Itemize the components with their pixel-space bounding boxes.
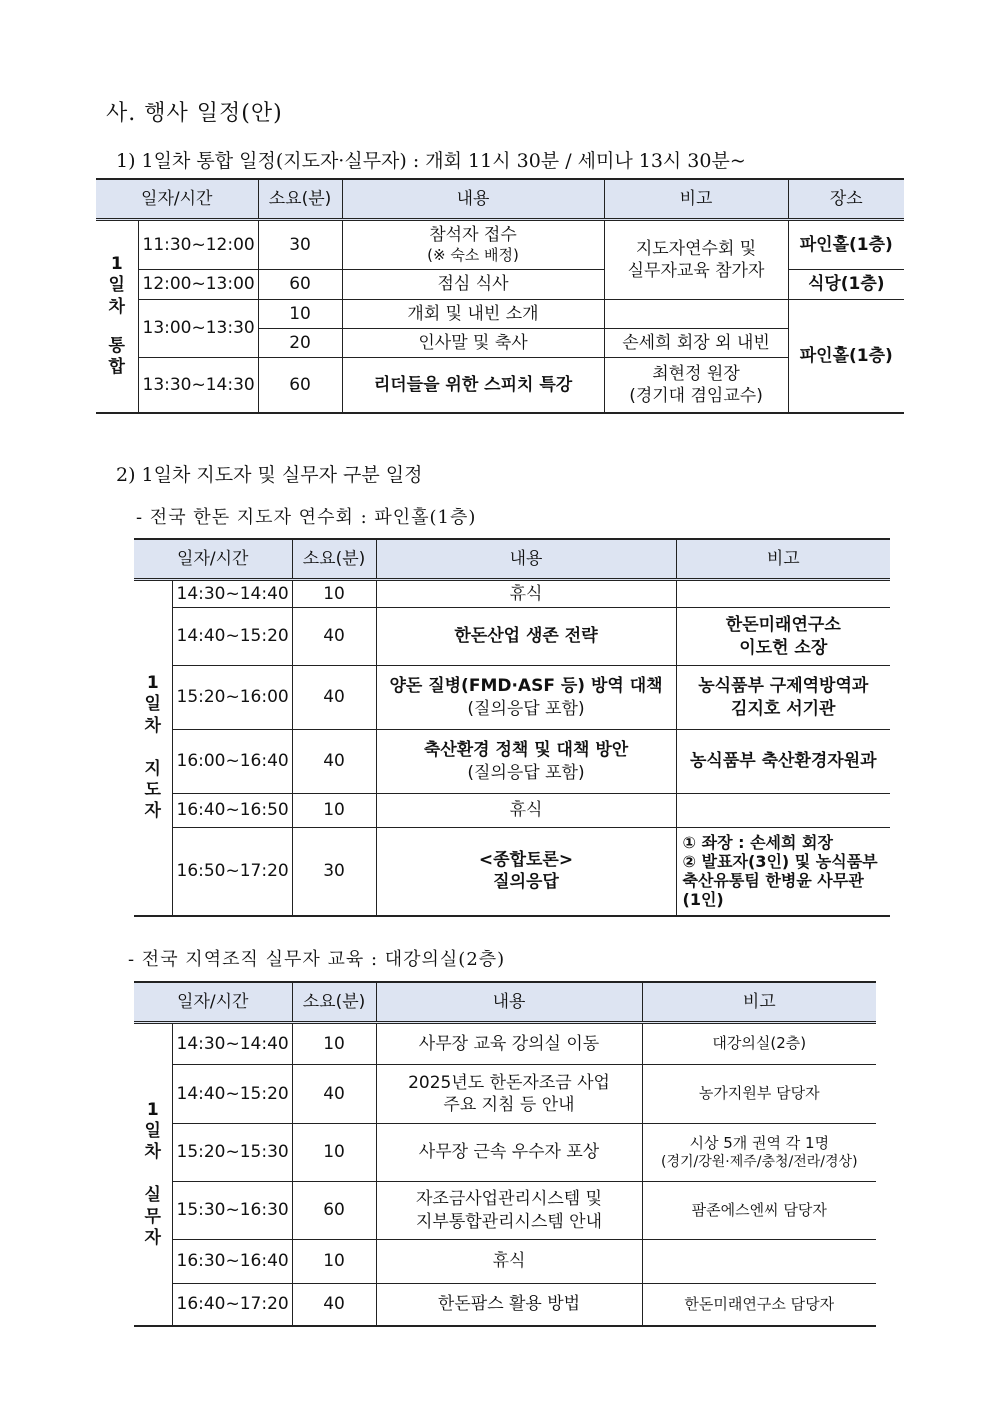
place-cell: 파인홀(1층) [788,220,904,270]
note-cell: ① 좌장 : 손세희 회장 ② 발표자(3인) 및 농식품부 축산유통팀 한병윤 사무관 (1인) [676,828,890,916]
content-cell: 개회 및 내빈 소개 [342,300,604,329]
header-content: 내용 [376,982,642,1023]
time-cell: 14:30~14:40 [172,580,292,608]
duration-cell: 10 [292,1124,376,1182]
header-date-time: 일자/시간 [134,539,292,580]
section-heading: 사. 행사 일정(안) [106,101,283,126]
note-cell: 최현정 원장 (경기대 겸임교수) [604,358,788,413]
note-cell: 팜존에스엔씨 담당자 [642,1182,876,1240]
section2-title: 2) 1일차 지도자 및 실무자 구분 일정 [116,464,423,486]
duration-cell: 40 [292,730,376,794]
table-row [134,1182,876,1240]
time-cell: 16:40~17:20 [172,1284,292,1326]
section3-subtitle: - 전국 지역조직 실무자 교육 : 대강의실(2층) [128,949,506,970]
table-row [134,730,890,794]
content-cell: 자조금사업관리시스템 및 지부통합관리시스템 안내 [376,1182,642,1240]
table-row [134,1023,876,1065]
section1-title: 1) 1일차 통합 일정(지도자·실무자) : 개회 11시 30분 / 세미나 13시 30분~ [116,150,746,172]
place-cell: 파인홀(1층) [788,300,904,413]
note-cell: 손세희 회장 외 내빈 [604,329,788,358]
note-cell: 한돈미래연구소 이도헌 소장 [676,608,890,666]
time-cell: 14:40~15:20 [172,608,292,666]
note-cell: 대강의실(2층) [642,1023,876,1065]
time-cell: 15:20~16:00 [172,666,292,730]
header-note: 비고 [604,179,788,220]
table-row [96,220,904,270]
header-date-time: 일자/시간 [96,179,258,220]
duration-cell: 30 [292,828,376,916]
integrated-schedule-table [96,178,904,414]
note-cell: 농식품부 축산환경자원과 [676,730,890,794]
day-label: 1 일 차 통 합 [96,220,138,413]
content-cell: 사무장 근속 우수자 포상 [376,1124,642,1182]
duration-cell: 40 [292,1065,376,1124]
content-cell: 휴식 [376,794,676,828]
time-cell: 16:00~16:40 [172,730,292,794]
content-cell: 리더들을 위한 스피치 특강 [342,358,604,413]
time-cell: 12:00~13:00 [138,270,258,300]
table-row [96,358,904,413]
duration-cell: 60 [258,270,342,300]
table-row [134,580,890,608]
note-cell: 한돈미래연구소 담당자 [642,1284,876,1326]
header-note: 비고 [642,982,876,1023]
time-cell: 16:40~16:50 [172,794,292,828]
duration-cell: 30 [258,220,342,270]
table-row [96,300,904,329]
time-cell: 15:20~15:30 [172,1124,292,1182]
time-cell: 15:30~16:30 [172,1182,292,1240]
duration-cell: 10 [292,794,376,828]
content-cell: 양돈 질병(FMD·ASF 등) 방역 대책 (질의응답 포함) [376,666,676,730]
time-cell: 13:30~14:30 [138,358,258,413]
table-row [134,828,890,916]
content-cell: 사무장 교육 강의실 이동 [376,1023,642,1065]
content-cell: <종합토론> 질의응답 [376,828,676,916]
section2-subtitle: - 전국 한돈 지도자 연수회 : 파인홀(1층) [136,507,477,528]
header-duration: 소요(분) [292,982,376,1023]
header-duration: 소요(분) [292,539,376,580]
header-place: 장소 [788,179,904,220]
header-content: 내용 [376,539,676,580]
content-cell: 참석자 접수 (※ 숙소 배정) [342,220,604,270]
note-cell: 시상 5개 권역 각 1명 (경기/강원·제주/충청/전라/경상) [642,1124,876,1182]
time-cell: 16:30~16:40 [172,1240,292,1284]
duration-cell: 60 [258,358,342,413]
duration-cell: 10 [292,1240,376,1284]
time-cell: 14:30~14:40 [172,1023,292,1065]
time-cell: 16:50~17:20 [172,828,292,916]
duration-cell: 40 [292,666,376,730]
table-row [134,1065,876,1124]
table-row [134,1240,876,1284]
duration-cell: 20 [258,329,342,358]
duration-cell: 60 [292,1182,376,1240]
duration-cell: 10 [258,300,342,329]
note-cell: 농식품부 구제역방역과 김지호 서기관 [676,666,890,730]
day-label: 1 일 차 실 무 자 [134,1023,172,1326]
note-cell [676,794,890,828]
note-cell: 지도자연수회 및 실무자교육 참가자 [604,220,788,300]
note-cell: 농가지원부 담당자 [642,1065,876,1124]
duration-cell: 40 [292,608,376,666]
content-cell: 휴식 [376,1240,642,1284]
content-cell: 2025년도 한돈자조금 사업 주요 지침 등 안내 [376,1065,642,1124]
duration-cell: 10 [292,580,376,608]
content-cell: 한돈팜스 활용 방법 [376,1284,642,1326]
note-cell [642,1240,876,1284]
table-row [134,794,890,828]
duration-cell: 40 [292,1284,376,1326]
table-row [134,666,890,730]
place-cell: 식당(1층) [788,270,904,300]
content-cell: 축산환경 정책 및 대책 방안 (질의응답 포함) [376,730,676,794]
header-date-time: 일자/시간 [134,982,292,1023]
note-cell [676,580,890,608]
time-cell: 11:30~12:00 [138,220,258,270]
header-note: 비고 [676,539,890,580]
time-cell: 13:00~13:30 [138,300,258,358]
table-row [134,608,890,666]
day-label: 1 일 차 지 도 자 [134,580,172,916]
header-duration: 소요(분) [258,179,342,220]
time-cell: 14:40~15:20 [172,1065,292,1124]
table-row [134,1124,876,1182]
note-cell [604,300,788,329]
table-row [134,1284,876,1326]
content-cell: 한돈산업 생존 전략 [376,608,676,666]
leader-schedule-table [134,538,890,917]
header-content: 내용 [342,179,604,220]
content-cell: 휴식 [376,580,676,608]
duration-cell: 10 [292,1023,376,1065]
content-cell: 점심 식사 [342,270,604,300]
staff-schedule-table [134,981,876,1327]
content-cell: 인사말 및 축사 [342,329,604,358]
